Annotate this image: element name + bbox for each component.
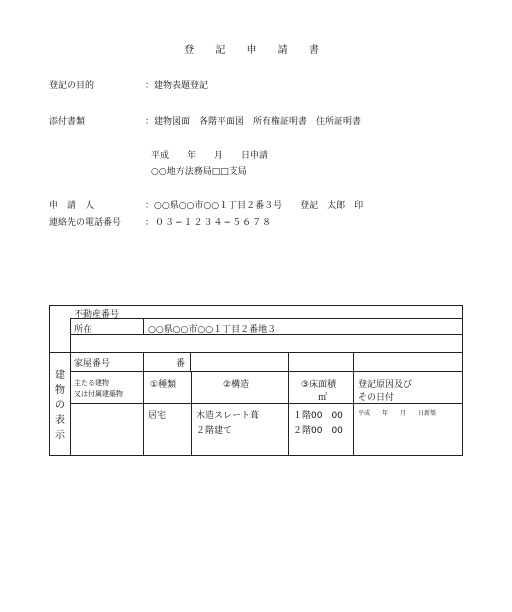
main-building-label: 主たる建物 [74, 379, 109, 387]
column-structure: ②構造 [223, 380, 250, 390]
table-rule [353, 352, 354, 455]
purpose-label: 登記の目的 [49, 81, 95, 91]
phone-label: 連絡先の電話番号 [49, 218, 122, 228]
table-rule [288, 352, 289, 455]
phone-value: ：０３−１２３４−５６７８ [145, 218, 273, 228]
table-rule [70, 318, 71, 455]
table-border-left [49, 305, 50, 455]
table-rule [143, 318, 144, 334]
table-rule [143, 352, 144, 455]
row-area-floor-1: １階00 00 [293, 411, 343, 421]
table-rule [70, 318, 463, 319]
purpose-value: ：建物表題登記 [145, 81, 209, 91]
column-floor-area: ③床面積 [301, 380, 337, 390]
table-border-bottom [49, 455, 463, 456]
table-rule [70, 403, 463, 404]
location-value: ○○県○○市○○１丁目２番地３ [148, 325, 277, 335]
applicant-label: 申 請 人 [49, 201, 95, 211]
row-cause: 平成 年 月 日新築 [358, 410, 437, 417]
attachments-value: ：建物図面 各階平面図 所有権証明書 住所証明書 [145, 117, 362, 127]
section-label-vertical [53, 368, 67, 443]
applicant-value: ：○○県○○市○○１丁目２番３号 登記 太郎 印 [145, 201, 364, 211]
attachments-label: 添付書類 [49, 117, 86, 127]
house-number-label: 家屋番号 [74, 359, 111, 369]
column-type: ①種類 [150, 380, 177, 390]
table-rule [49, 352, 463, 353]
section-label: 建物の表示 [55, 370, 65, 441]
table-border-top [49, 305, 463, 306]
floor-area-unit: ㎡ [318, 393, 328, 403]
attached-building-label: 又は付属建築物 [74, 390, 123, 398]
legal-affairs-office: ○○地方法務局□□支局 [151, 167, 247, 177]
row-type: 居宅 [148, 411, 167, 421]
location-label: 所在 [74, 325, 93, 335]
column-cause: 登記原因及び [358, 380, 413, 390]
column-cause-date: その日付 [358, 393, 395, 403]
document-title: 登 記 申 請 書 [184, 45, 328, 56]
row-structure-floors: ２階建て [196, 426, 233, 436]
application-date: 平成 年 月 日申請 [151, 151, 269, 161]
table-rule [191, 371, 192, 455]
table-rule [190, 352, 191, 371]
house-number-ban: 番 [176, 359, 186, 369]
row-structure-roof: 木造スレート葺 [196, 411, 260, 421]
row-area-floor-2: ２階00 00 [293, 426, 343, 436]
real-estate-number-label: 不動産番号 [74, 310, 120, 320]
table-rule [70, 371, 463, 372]
table-border-right [462, 305, 463, 455]
